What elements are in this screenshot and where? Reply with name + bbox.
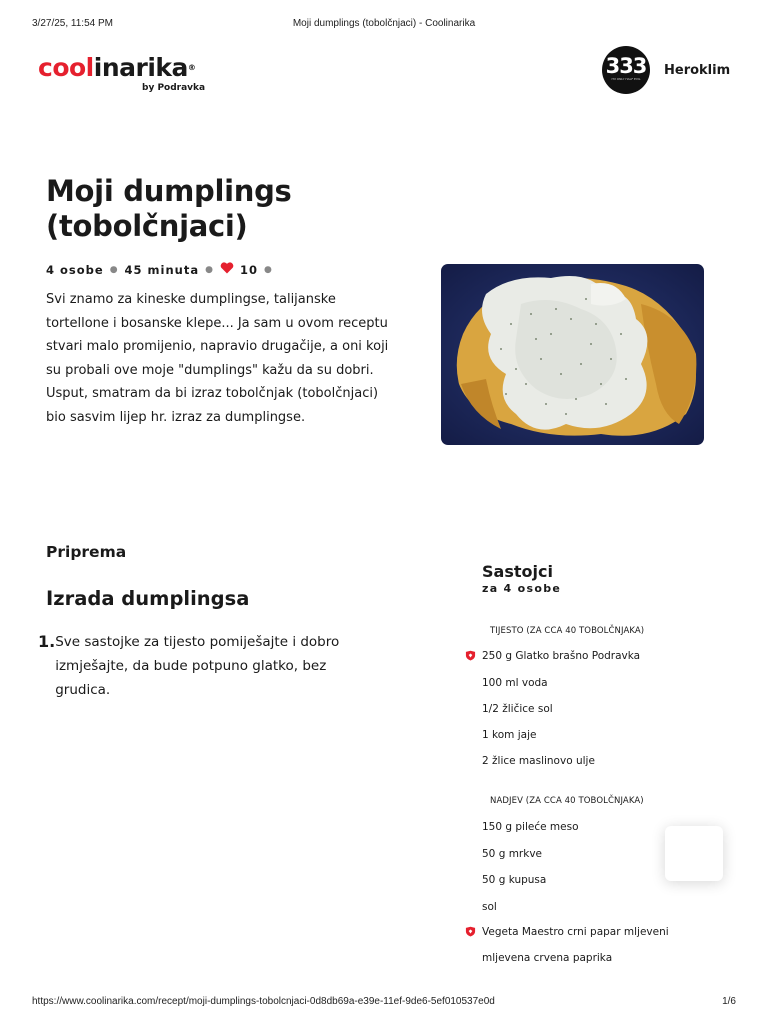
podravka-product-icon[interactable] [465, 926, 476, 940]
recipe-intro: Svi znamo za kineske dumplingse, talijanske tortellone i bosanske klepe... Ja sam u ovom receptu stvari malo promijenio, napravio drugačije, a oni koji su probali ove moje "dumplings" kažu da su dobri. Usput, smatram da bi izraz tobolčnjak (tobolčnjaci) bio sasvim lijep hr. izraz za dumplingse. [46, 292, 389, 425]
ingredient-item[interactable] [482, 650, 640, 662]
ingredient-item [482, 755, 595, 767]
coolinarika-logo[interactable] [38, 52, 206, 93]
preparation-step [38, 630, 368, 702]
ingredient-text: 1/2 žličice sol [482, 703, 553, 715]
ingredient-item [482, 848, 542, 860]
ingredient-text: 250 g Glatko brašno Podravka [482, 650, 641, 662]
preparation-section-title: Izrada dumplingsa [46, 587, 250, 610]
logo-text-red: cool [38, 53, 94, 82]
ingredient-text: 150 g pileće meso [482, 821, 579, 833]
avatar-subtext: I'M ONLY HALF EVIL [611, 77, 641, 81]
recipe-meta [46, 262, 279, 277]
logo-text-dark: inarika [93, 53, 188, 82]
print-doc-title: Moji dumplings (tobolčnjaci) - Coolinarika [292, 18, 476, 29]
floating-card[interactable] [665, 826, 723, 881]
ingredient-text: 50 g kupusa [482, 874, 547, 886]
username[interactable]: Heroklim [664, 62, 731, 78]
ingredient-text: sol [482, 901, 497, 913]
avatar[interactable] [602, 46, 650, 94]
servings: 4 osobe [46, 262, 104, 277]
ingredient-item [482, 952, 612, 964]
likes-count: 10 [239, 262, 258, 277]
print-url: https://www.coolinarika.com/recept/moji-dumplings-tobolcnjaci-0d8db69a-e39e-11ef-9de6-5ef010537e0d [32, 996, 495, 1007]
prep-time: 45 minuta [124, 262, 200, 277]
logo-byline: by Podravka [142, 83, 206, 93]
ingredient-item [482, 703, 553, 715]
step-number: 1. [38, 632, 56, 651]
step-text: Sve sastojke za tijesto pomiješajte i dobro izmješajte, da bude potpuno glatko, bez grudica. [55, 634, 340, 698]
ingredient-text: mljevena crvena paprika [482, 952, 613, 964]
ingredient-group-title: NADJEV (ZA CCA 40 TOBOLČNJAKA) [490, 796, 644, 806]
ingredient-item [482, 821, 579, 833]
podravka-product-icon[interactable] [465, 650, 476, 664]
separator-dot: ● [205, 264, 214, 275]
ingredient-text: 100 ml voda [482, 677, 548, 689]
ingredient-item [482, 901, 497, 913]
ingredient-text: 2 žlice maslinovo ulje [482, 755, 595, 767]
ingredient-text: 1 kom jaje [482, 729, 537, 741]
user-profile[interactable] [602, 46, 730, 94]
ingredients-servings: za 4 osobe [482, 582, 562, 595]
separator-dot: ● [264, 264, 273, 275]
recipe-title: Moji dumplings (tobolčnjaci) [46, 174, 292, 243]
registered-mark: ® [187, 63, 196, 72]
ingredient-text: 50 g mrkve [482, 848, 543, 860]
ingredient-item[interactable] [482, 926, 669, 938]
ingredient-item [482, 729, 536, 741]
ingredient-text: Vegeta Maestro crni papar mljeveni [482, 926, 669, 938]
separator-dot: ● [109, 264, 119, 275]
recipe-photo [441, 264, 704, 445]
ingredient-item [482, 677, 548, 689]
avatar-text: 333 [605, 54, 647, 78]
print-date: 3/27/25, 11:54 PM [32, 18, 113, 29]
ingredients-title: Sastojci [482, 562, 553, 581]
heart-icon[interactable] [220, 262, 234, 277]
print-page-count: 1/6 [722, 996, 736, 1007]
ingredient-group-title: TIJESTO (ZA CCA 40 TOBOLČNJAKA) [490, 626, 645, 636]
ingredient-item [482, 874, 546, 886]
preparation-label: Priprema [46, 543, 127, 561]
